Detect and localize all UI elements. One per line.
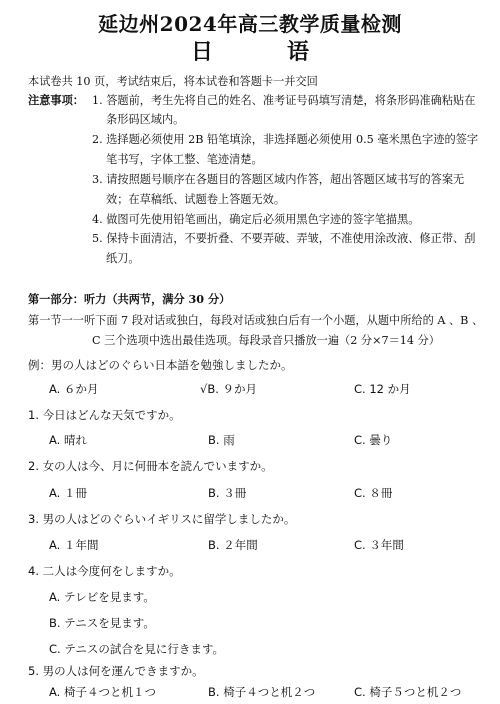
option-b: B. ２年間 xyxy=(208,538,258,552)
option-a: A. 椅子４つと机１つ xyxy=(49,685,156,699)
option-a: A. １冊 xyxy=(49,486,87,500)
note-item: 5. 保持卡面清洁，不要折叠、不要弄破、弄皱，不准使用涂改液、修正带、刮 xyxy=(92,232,476,245)
question-2: 2. 女の人は今、月に何冊本を読んでいますか。 xyxy=(28,459,273,473)
option-a: A. 晴れ xyxy=(49,433,87,447)
question-4: 4. 二人は今度何をしますか。 xyxy=(28,564,181,578)
example-question: 例：男の人はどのぐらい日本語を勉強しましたか。 xyxy=(28,358,293,372)
note-item: 2. 选择题必须使用 2B 铅笔填涂，非选择题必须使用 0.5 毫米黑色字迹的签字 xyxy=(92,133,479,146)
question-1: 1. 今日はどんな天気ですか。 xyxy=(28,408,181,422)
note-item-cont: 笔书写，字体工整、笔迹清楚。 xyxy=(106,153,263,166)
option-c: C. ３年間 xyxy=(354,538,404,552)
intro-text: 本试卷共 10 页，考试结束后，将本试卷和答题卡一并交回 xyxy=(28,75,318,88)
option-a: A. ６か月 xyxy=(49,382,99,396)
note-item-cont: 效；在草稿纸、试题卷上答题无效。 xyxy=(106,193,286,206)
question-5: 5. 男の人は何を運んできますか。 xyxy=(28,664,204,678)
part1-heading: 第一部分：听力（共两节，满分 30 分） xyxy=(28,292,231,306)
exam-subject: 日 语 xyxy=(190,39,335,65)
option-b-answer: √B. ９か月 xyxy=(200,382,258,396)
note-item: 3. 请按照题号顺序在各题目的答题区域内作答，超出答题区域书写的答案无 xyxy=(92,173,465,186)
option-b: B. テニスを見ます。 xyxy=(49,616,155,630)
question-3: 3. 男の人はどのぐらいイギリスに留学しましたか。 xyxy=(28,512,296,526)
part1-instruction-cont: C 三个选项中选出最佳选项。每段录音只播放一遍（2 分×7＝14 分） xyxy=(92,334,440,347)
note-item-cont: 纸刀。 xyxy=(106,252,140,265)
option-c: C. ８冊 xyxy=(354,486,393,500)
option-c: C. 椅子５つと机２つ xyxy=(354,685,462,699)
exam-title: 延边州2024年高三教学质量检测 xyxy=(98,12,402,36)
option-b: B. 椅子４つと机２つ xyxy=(208,685,316,699)
option-c: C. 曇り xyxy=(354,433,393,447)
option-b: B. 雨 xyxy=(208,433,235,447)
option-c: C. 12 か月 xyxy=(354,382,411,396)
note-item: 4. 做图可先使用铅笔画出，确定后必须用黑色字迹的签字笔描黑。 xyxy=(92,213,420,226)
option-c: C. テニスの試合を見に行きます。 xyxy=(49,642,224,656)
option-a: A. テレビを見ます。 xyxy=(49,590,155,604)
option-b: B. ３冊 xyxy=(208,486,247,500)
note-item-cont: 条形码区域内。 xyxy=(106,113,185,126)
note-item: 1. 答题前，考生先将自己的姓名、准考证号码填写清楚，将条形码准确粘贴在 xyxy=(92,94,476,107)
option-a: A. １年間 xyxy=(49,538,99,552)
part1-instruction: 第一节一一听下面 7 段对话或独白，每段对话或独白后有一个小题，从题中所给的 A 、B 、 xyxy=(28,314,484,327)
notes-label: 注意事项： xyxy=(28,93,84,107)
